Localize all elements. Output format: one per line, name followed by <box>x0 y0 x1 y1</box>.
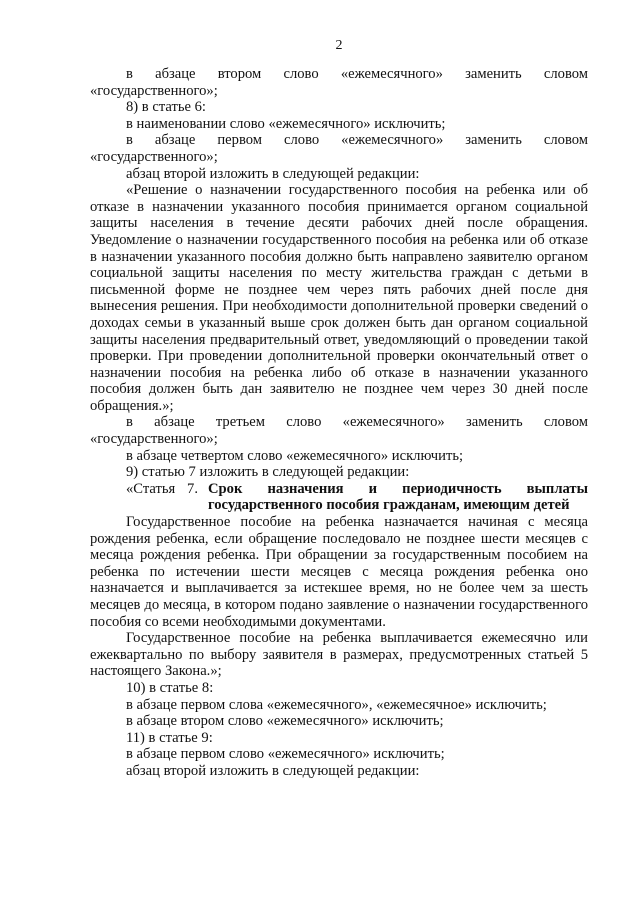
article-heading <box>90 481 588 514</box>
paragraph-p8: в абзаце четвертом слово «ежемесячного» исключить; <box>126 447 464 464</box>
paragraph-p5: абзац второй изложить в следующей редакции: <box>126 165 420 182</box>
paragraph-p9: 9) статью 7 изложить в следующей редакции: <box>126 464 410 481</box>
paragraph-a3: 10) в статье 8: <box>126 679 214 696</box>
paragraph-p2: 8) в статье 6: <box>126 99 206 116</box>
paragraph-a5: в абзаце втором слово «ежемесячного» исключить; <box>126 713 444 730</box>
document-body <box>90 66 588 780</box>
paragraph-a6: 11) в статье 9: <box>126 729 213 746</box>
page-number: 2 <box>335 38 343 53</box>
article-label-number: 7. <box>187 480 198 497</box>
paragraph-p4: в абзаце первом слово «ежемесячного» заменить словом «государственного»; <box>90 132 588 165</box>
paragraph-a1: Государственное пособие на ребенка назначается начиная с месяца рождения ребенка, если обращение последовало не позднее шести месяцев с месяца рождения ребенка. При обращении за государственным пособием на ребенка по истечении шести месяцев с месяца рождения ребенка оно назначается и выплачивается за истекшее время, но не более чем за шесть месяцев до месяца, в котором подано заявление о назначении государственного пособия со всеми необходимыми документами. <box>90 514 588 630</box>
article-label-word: «Статья <box>126 480 176 497</box>
paragraph-p3: в наименовании слово «ежемесячного» исключить; <box>126 115 446 132</box>
article-title: Срок назначения и периодичность выплаты государственного пособия гражданам, имеющим детей <box>208 480 588 514</box>
amendments-before-article <box>90 66 588 481</box>
paragraph-a4: в абзаце первом слова «ежемесячного», «ежемесячное» исключить; <box>126 696 547 713</box>
paragraph-p7: в абзаце третьем слово «ежемесячного» заменить словом «государственного»; <box>90 414 588 448</box>
paragraph-a7: в абзаце первом слово «ежемесячного» исключить; <box>126 746 445 763</box>
paragraph-p6: «Решение о назначении государственного пособия на ребенка или об отказе в назначении указанного пособия принимается органом социальной защиты населения в течение десяти рабочих дней после обращения. Уведомление о назначении государственного пособия на ребенка или об отказе в назначении указанного пособия должно быть направлено заявителю органом социальной защиты населения по месту жительства граждан с детьми в письменной форме не позднее чем через пять рабочих дней после дня вынесения решения. При необходимости дополнительной проверки сведений о доходах семьи в указанный выше срок должен быть дан органом социальной защиты населения предварительный ответ, уведомляющий о проведении такой проверки. При проведении дополнительной проверки окончательный ответ о назначении пособия на ребенка либо об отказе в назначении указанного пособия должен быть дан заявителю не позднее чем через 30 дней после обращения.»; <box>90 182 588 414</box>
paragraph-a8: абзац второй изложить в следующей редакции: <box>126 762 420 779</box>
article-body <box>90 514 588 780</box>
article-label <box>90 481 208 514</box>
paragraph-p1: в абзаце втором слово «ежемесячного» заменить словом «государственного»; <box>90 66 588 99</box>
paragraph-a2: Государственное пособие на ребенка выплачивается ежемесячно или ежеквартально по выбору заявителя в размерах, предусмотренных статьей 5 настоящего Закона.»; <box>90 630 588 680</box>
